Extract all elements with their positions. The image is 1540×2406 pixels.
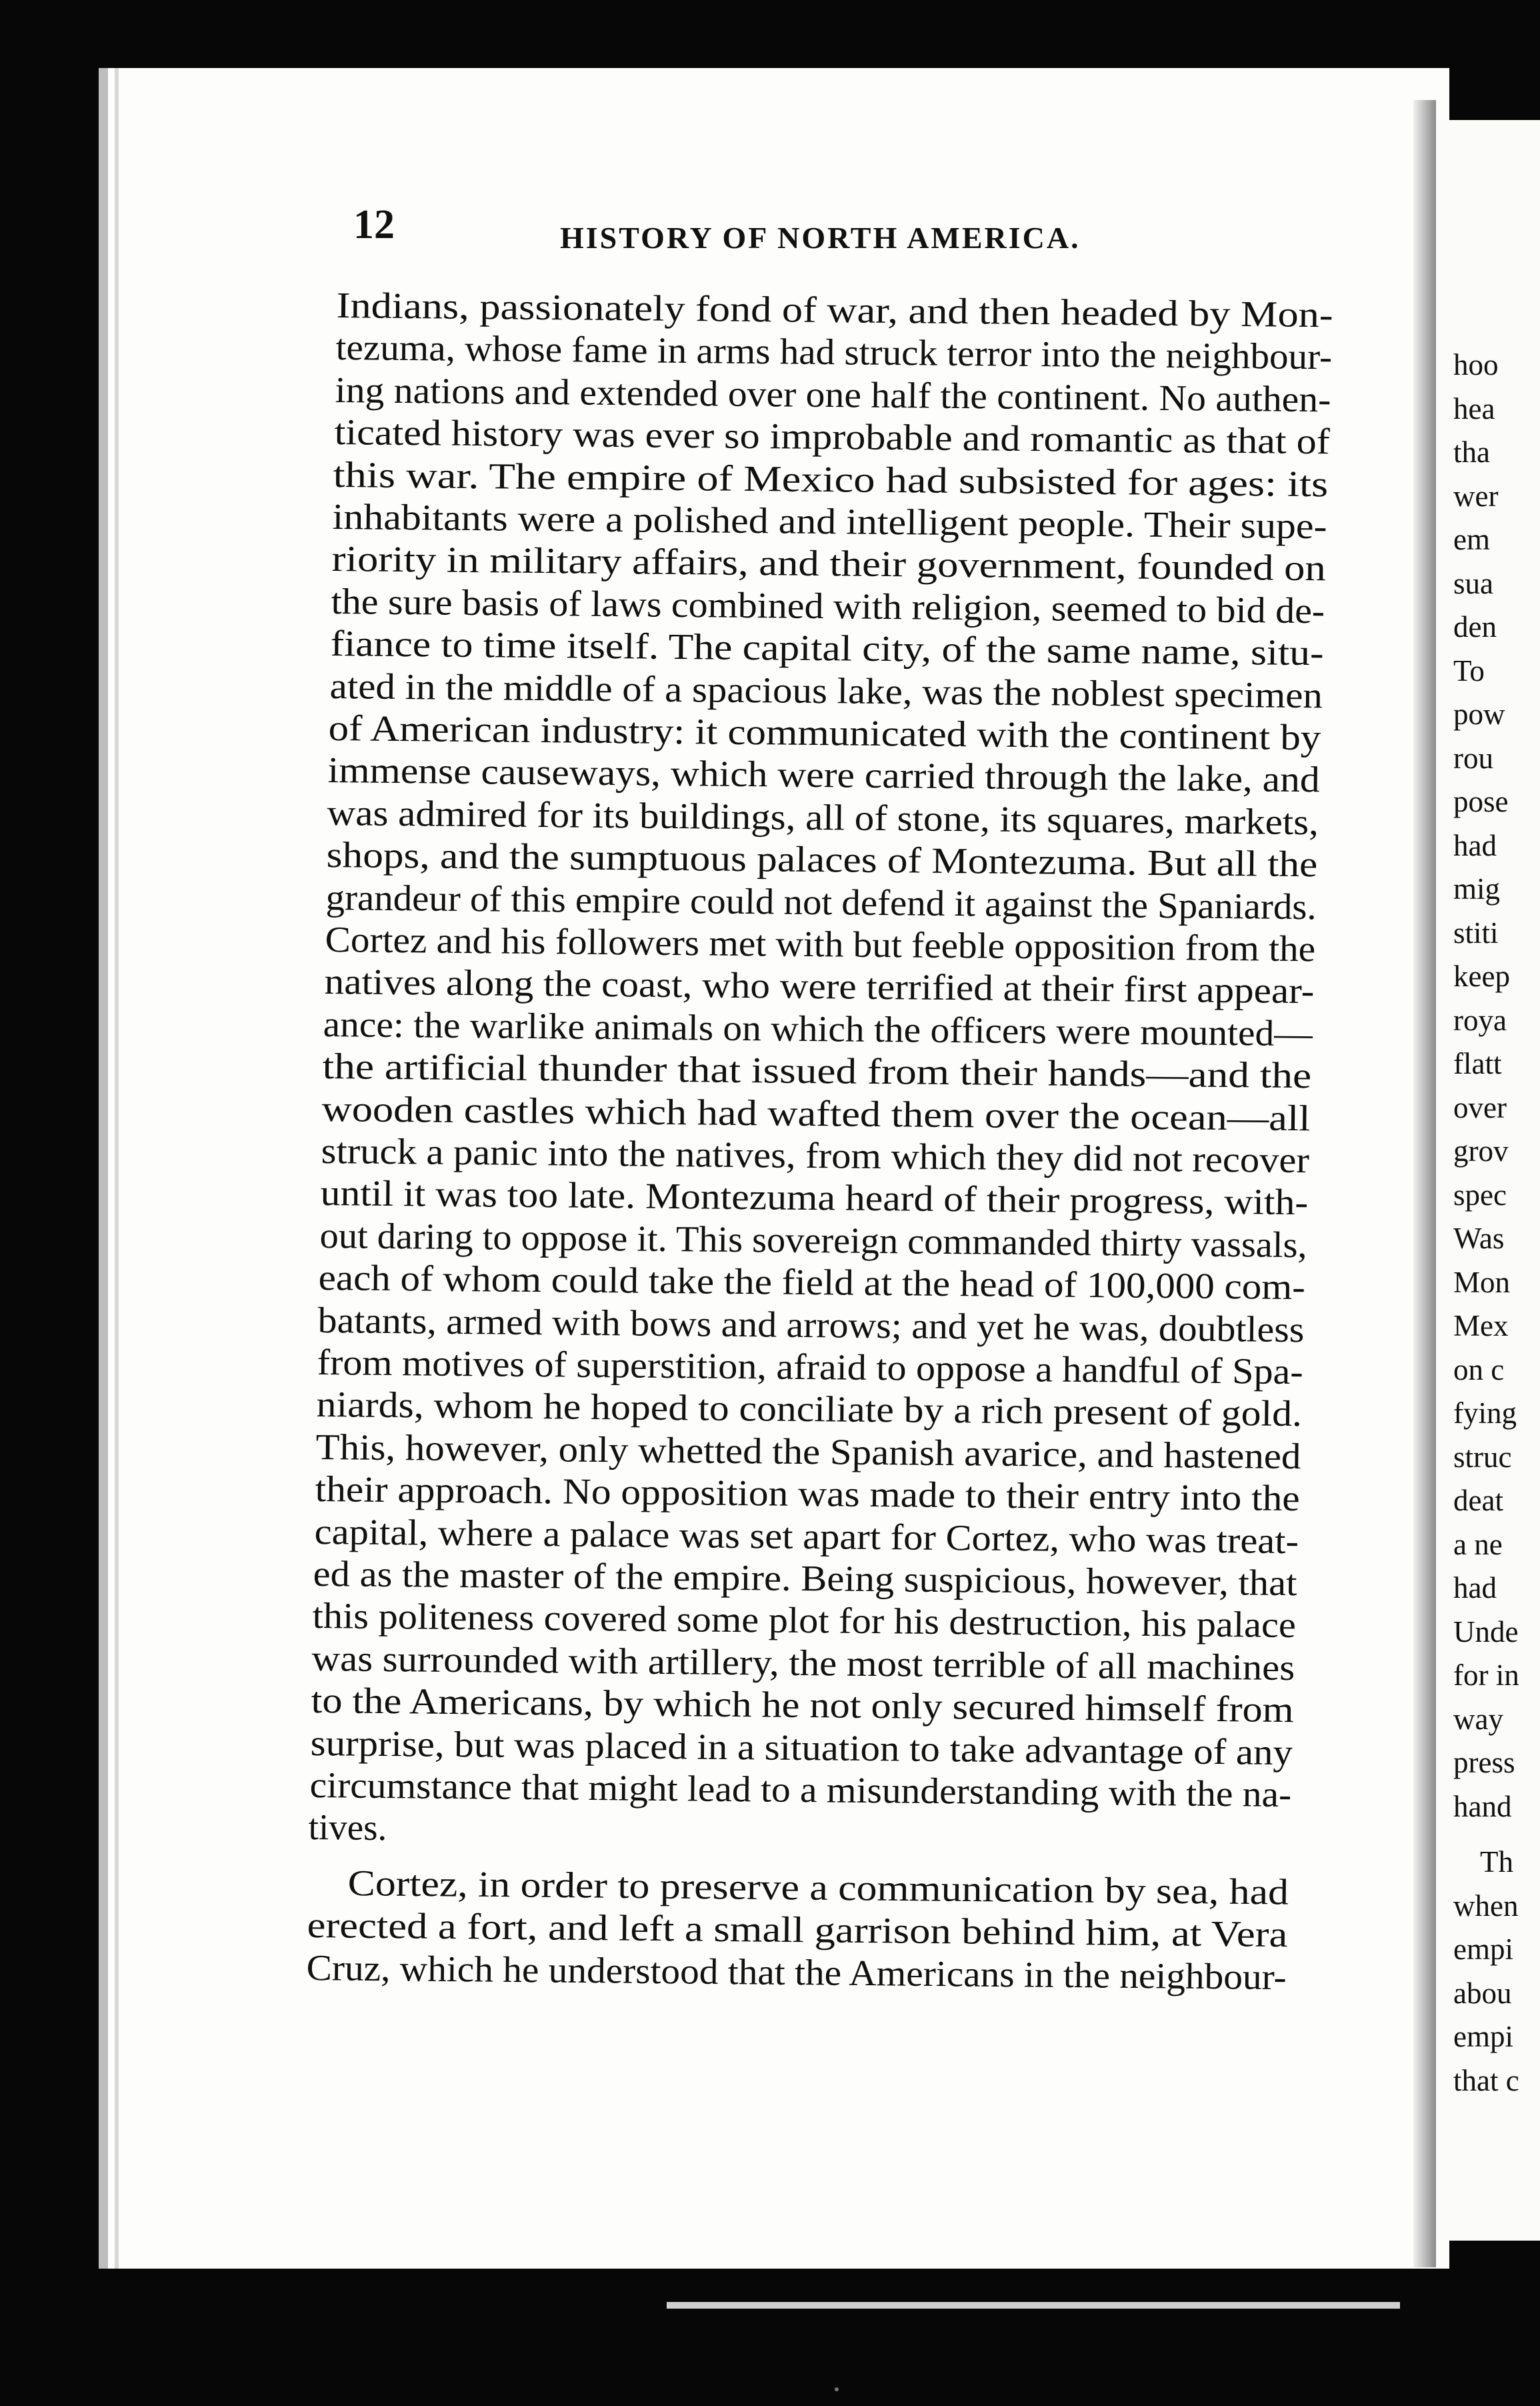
body-line: their approach. No opposition was made to their entry into the [315,1468,1300,1519]
facing-page-fragment: Mon [1453,1265,1511,1299]
body-line: circumstance that might lead to a misunderstanding with the na- [309,1764,1292,1815]
speck [835,2387,839,2391]
body-line: of American industry: it communicated with the continent by [328,708,1322,758]
facing-page-fragment: mig [1453,872,1501,906]
facing-page-fragment: flatt [1453,1047,1502,1080]
body-line: immense causeways, which were carried through the lake, and [327,750,1321,800]
facing-page-fragment: Was [1453,1222,1505,1255]
facing-page-fragment: roya [1453,1003,1507,1037]
facing-page-fragment: pose [1453,785,1509,818]
body-line: ated in the middle of a spacious lake, was the noblest specimen [329,665,1323,716]
facing-page-fragment: To [1453,654,1485,688]
facing-page-fragment: press [1453,1746,1515,1779]
body-line: tives. [308,1807,388,1849]
facing-page-fragment: fying [1453,1396,1517,1430]
body-line: Cortez, in order to preserve a communication by sea, had [347,1862,1289,1913]
facing-page-fragment: had [1453,828,1497,862]
page-number: 12 [353,202,395,247]
body-line: batants, armed with bows and arrows; and yet he was, doubtless [317,1299,1305,1350]
facing-page-fragment: Unde [1453,1614,1519,1648]
body-line: capital, where a palace was set apart for Cortez, who was treat- [313,1510,1299,1561]
body-line: until it was too late. Montezuma heard of their progress, with- [320,1172,1309,1223]
facing-page-fragment: tha [1453,435,1490,469]
facing-page-fragment: struc [1453,1440,1512,1474]
facing-page-fragment: way [1453,1702,1503,1736]
facing-page-fragment: wer [1453,479,1499,513]
facing-page-fragment: Th [1480,1845,1513,1879]
book-page-right-fragment [1436,120,1540,2241]
body-line: each of whom could take the field at the head of 100,000 com- [318,1257,1306,1308]
facing-page-fragment: on c [1453,1352,1505,1386]
page-gutter-shadow [1413,100,1436,2267]
body-line: this politeness covered some plot for his destruction, his palace [312,1595,1297,1646]
facing-page-fragment: when [1453,1889,1519,1923]
body-line: from motives of superstition, afraid to oppose a handful of Spa- [317,1342,1304,1392]
body-line: ance: the warlike animals on which the officers were mounted— [323,1003,1313,1054]
facing-page-fragment: hand [1453,1789,1512,1823]
facing-page-fragment: empi [1453,2020,1513,2053]
body-line: this war. The empire of Mexico had subsisted for ages: its [333,453,1329,504]
facing-page-fragment: abou [1453,1976,1512,2010]
facing-page-fragment: a ne [1453,1527,1503,1561]
body-line: Cortez and his followers met with but feeble opposition from the [325,919,1316,970]
body-line: inhabitants were a polished and intelligent people. Their supe- [332,496,1327,547]
facing-page-fragment: that c [1453,2063,1519,2097]
facing-page-fragment: rou [1453,741,1493,775]
body-line: out daring to oppose it. This sovereign commanded thirty vassals, [319,1214,1307,1266]
page-bottom-edge [667,2302,1400,2309]
body-line: natives along the coast, who were terrified at their first appear- [323,961,1315,1012]
body-line: tezuma, whose fame in arms had struck terror into the neighbour- [335,327,1333,377]
body-line: to the Americans, by which he not only secured himself from [311,1680,1294,1730]
facing-page-fragment: for in [1453,1658,1519,1692]
facing-page-fragment: hoo [1453,348,1499,381]
facing-page-fragment: keep [1453,960,1510,993]
body-line: the artificial thunder that issued from their hands—and the [322,1046,1312,1096]
body-line: ed as the master of the empire. Being suspicious, however, that [313,1553,1298,1604]
body-line: ticated history was ever so improbable and romantic as that of [333,411,1330,462]
facing-page-fragment: over [1453,1090,1507,1124]
facing-page-fragment: deat [1453,1484,1503,1517]
body-line: Cruz, which he understood that the Americans in the neighbour- [306,1947,1287,1997]
body-line: shops, and the sumptuous palaces of Montezuma. But all the [326,834,1318,885]
body-line: grandeur of this empire could not defend it against the Spaniards. [325,876,1317,927]
facing-page-fragment: empi [1453,1933,1513,1966]
body-line: struck a panic into the natives, from which they did not recover [321,1130,1310,1181]
facing-page-fragment: grov [1453,1134,1509,1168]
facing-page-fragment: had [1453,1571,1497,1604]
body-line: was admired for its buildings, all of stone, its squares, markets, [327,792,1319,843]
body-line: niards, whom he hoped to conciliate by a rich present of gold. [316,1384,1303,1434]
body-line: ing nations and extended over one half the continent. No authen- [335,369,1331,420]
facing-page-fragment: Mex [1453,1309,1509,1342]
facing-page-fragment: den [1453,610,1497,644]
facing-page-fragment: hea [1453,391,1495,425]
body-line: wooden castles which had wafted them over the ocean—all [321,1088,1311,1138]
body-line: Indians, passionately fond of war, and then headed by Mon- [336,285,1333,335]
running-head: HISTORY OF NORTH AMERICA. [560,221,1081,255]
body-line: fiance to time itself. The capital city, of the same name, situ- [330,623,1324,674]
body-line: surprise, but was placed in a situation to take advantage of any [310,1722,1293,1772]
body-line: riority in military affairs, and their government, founded on [331,538,1327,589]
facing-page-fragment: stiti [1453,916,1499,950]
body-line: erected a fort, and left a small garrison behind him, at Vera [307,1905,1288,1955]
facing-page-fragment: sua [1453,566,1493,600]
facing-page-fragment: pow [1453,698,1505,731]
body-line: was surrounded with artillery, the most terrible of all machines [311,1637,1295,1688]
facing-page-fragment: spec [1453,1178,1507,1212]
facing-page-fragment: em [1453,523,1490,556]
body-line: the sure basis of laws combined with religion, seemed to bid de- [331,580,1325,632]
body-line: This, however, only whetted the Spanish avarice, and hastened [315,1426,1301,1476]
